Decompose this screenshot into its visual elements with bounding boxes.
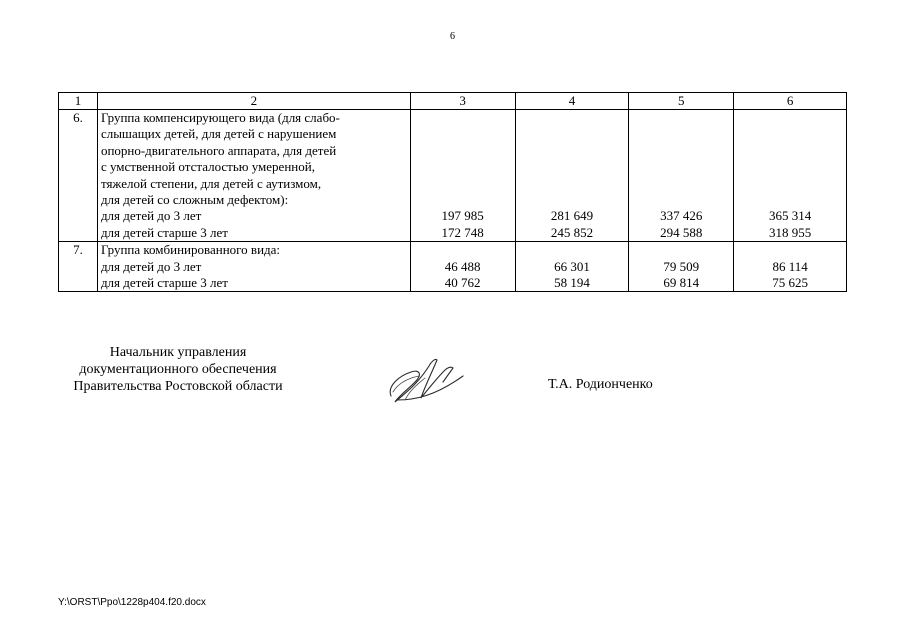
value: 66 301 (554, 258, 590, 274)
value-cell (410, 110, 515, 242)
sub-label: для детей до 3 лет (100, 258, 202, 274)
value: 294 588 (660, 224, 703, 240)
signer-name: Т.А. Родионченко (548, 377, 653, 392)
row-description (97, 110, 410, 242)
data-table (58, 92, 847, 292)
value-cell (515, 242, 629, 292)
row-number: 7. (59, 242, 98, 292)
value: 75 625 (772, 275, 808, 291)
table-header-row (59, 93, 847, 110)
value: 245 852 (550, 224, 594, 240)
handwritten-signature (385, 352, 465, 408)
row-title-line: Группа компенсирующего вида (для слабо- (100, 110, 340, 125)
sub-label: для детей старше 3 лет (100, 275, 228, 291)
value-cell (515, 110, 629, 242)
header-cell: 5 (629, 93, 734, 110)
header-cell: 4 (515, 93, 629, 110)
header-cell: 2 (97, 93, 410, 110)
value-cell (629, 110, 734, 242)
row-number: 6. (59, 110, 98, 242)
signer-position (58, 344, 298, 395)
signer-position-line: Начальник управления (109, 345, 247, 360)
value: 281 649 (550, 208, 594, 224)
row-title-line: Группа комбинированного вида: (100, 242, 281, 258)
sub-label: для детей старше 3 лет (100, 224, 228, 240)
header-cell: 1 (59, 93, 98, 110)
file-path: Y:\ORST\Ppo\1228p404.f20.docx (58, 597, 206, 608)
table-row (59, 110, 847, 242)
page-number: 6 (450, 31, 455, 42)
value: 58 194 (554, 275, 590, 291)
value: 197 985 (441, 208, 484, 224)
value: 337 426 (660, 208, 703, 224)
value: 365 314 (768, 208, 812, 224)
row-title-line: тяжелой степени, для детей с аутизмом, (100, 175, 322, 191)
value: 69 814 (663, 275, 700, 291)
value: 46 488 (444, 258, 481, 274)
row-title-line: с умственной отсталостью умеренной, (100, 159, 315, 175)
value: 172 748 (441, 224, 484, 240)
value-cell (410, 242, 515, 292)
value: 79 509 (663, 258, 700, 274)
value: 318 955 (768, 224, 812, 240)
signer-position-line: документационного обеспечения (79, 362, 277, 377)
row-title-line: опорно-двигательного аппарата, для детей (100, 142, 337, 158)
table-row (59, 242, 847, 292)
value-cell (629, 242, 734, 292)
header-cell: 3 (410, 93, 515, 110)
row-title-line: слышащих детей, для детей с нарушением (100, 126, 337, 142)
row-title-line: для детей со сложным дефектом): (100, 192, 289, 208)
signer-position-line: Правительства Ростовской области (73, 379, 283, 394)
row-description (97, 242, 410, 292)
value-cell (734, 242, 847, 292)
value: 86 114 (772, 258, 808, 274)
value-cell (734, 110, 847, 242)
value: 40 762 (444, 275, 481, 291)
sub-label: для детей до 3 лет (100, 208, 202, 224)
header-cell: 6 (734, 93, 847, 110)
